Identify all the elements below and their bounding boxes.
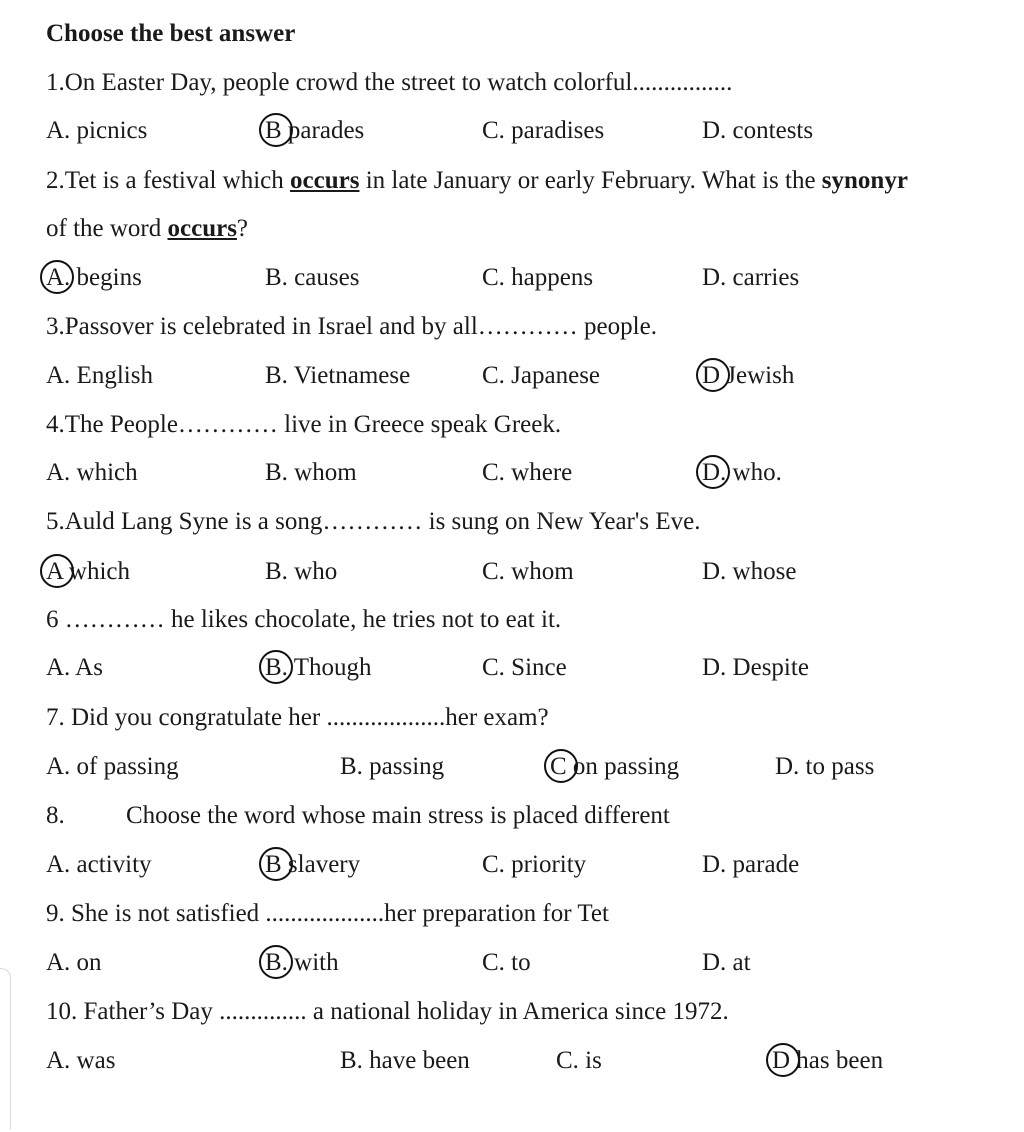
q2-line2-part2: ? bbox=[236, 215, 249, 242]
q5-option-c[interactable]: C. whom bbox=[482, 558, 574, 585]
question-9-stem: 9. She is not satisfied ...................her preparation for Tet bbox=[46, 900, 609, 927]
q9-option-d[interactable]: D. at bbox=[702, 949, 751, 976]
q9-option-b-circled[interactable]: B. with bbox=[265, 949, 339, 976]
q8-option-b-circled[interactable]: B slavery bbox=[265, 851, 361, 878]
q2-option-a-circled[interactable]: A. begins bbox=[46, 264, 142, 291]
q9-option-a[interactable]: A. on bbox=[46, 949, 102, 976]
q7-option-c-circled[interactable]: C on passing bbox=[550, 753, 680, 780]
q4-option-d-circled[interactable]: D. who. bbox=[702, 459, 782, 486]
question-3-stem: 3.Passover is celebrated in Israel and by all………… people. bbox=[46, 313, 657, 340]
page-edge-tab bbox=[0, 968, 11, 1129]
q7-option-b[interactable]: B. passing bbox=[340, 753, 445, 780]
q4-option-c[interactable]: C. where bbox=[482, 459, 573, 486]
question-8-stem: Choose the word whose main stress is placed different bbox=[126, 802, 670, 829]
q6-option-a[interactable]: A. As bbox=[46, 654, 103, 681]
q6-option-b-circled[interactable]: B. Though bbox=[265, 654, 372, 681]
q10-option-c[interactable]: C. is bbox=[556, 1047, 602, 1074]
question-5-stem: 5.Auld Lang Syne is a song………… is sung on New Year's Eve. bbox=[46, 508, 701, 535]
q3-option-b[interactable]: B. Vietnamese bbox=[265, 362, 411, 389]
q2-option-b[interactable]: B. causes bbox=[265, 264, 360, 291]
q2-option-c[interactable]: C. happens bbox=[482, 264, 594, 291]
q1-option-d[interactable]: D. contests bbox=[702, 117, 814, 144]
q3-option-c[interactable]: C. Japanese bbox=[482, 362, 601, 389]
q8-option-d[interactable]: D. parade bbox=[702, 851, 800, 878]
q4-option-b[interactable]: B. whom bbox=[265, 459, 357, 486]
question-6-stem: 6 ………… he likes chocolate, he tries not to eat it. bbox=[46, 606, 562, 633]
question-4-stem: 4.The People………… live in Greece speak Greek. bbox=[46, 411, 562, 438]
q1-option-b-circled[interactable]: B parades bbox=[265, 117, 365, 144]
q7-option-d[interactable]: D. to pass bbox=[775, 753, 875, 780]
q2-stem-part2: in late January or early February. What is the bbox=[359, 167, 822, 194]
q6-option-d[interactable]: D. Despite bbox=[702, 654, 809, 681]
q6-option-c[interactable]: C. Since bbox=[482, 654, 567, 681]
q2-line2-occurs: occurs bbox=[167, 215, 237, 242]
q2-stem-occurs: occurs bbox=[290, 167, 360, 194]
q5-option-d[interactable]: D. whose bbox=[702, 558, 797, 585]
question-7-stem: 7. Did you congratulate her ...................her exam? bbox=[46, 704, 549, 731]
question-10-stem: 10. Father’s Day .............. a national holiday in America since 1972. bbox=[46, 998, 729, 1025]
page-title: Choose the best answer bbox=[46, 20, 296, 47]
q9-option-c[interactable]: C. to bbox=[482, 949, 531, 976]
q3-option-d-circled[interactable]: D Jewish bbox=[702, 362, 795, 389]
q10-option-d-circled[interactable]: D has been bbox=[772, 1047, 884, 1074]
question-1-stem: 1.On Easter Day, people crowd the street to watch colorful................ bbox=[46, 69, 733, 96]
q2-line2-part1: of the word bbox=[46, 215, 168, 242]
q2-option-d[interactable]: D. carries bbox=[702, 264, 800, 291]
q1-option-a[interactable]: A. picnics bbox=[46, 117, 148, 144]
question-2-stem bbox=[46, 166, 908, 196]
q10-option-b[interactable]: B. have been bbox=[340, 1047, 470, 1074]
q10-option-a[interactable]: A. was bbox=[46, 1047, 116, 1074]
q5-option-a-circled[interactable]: A which bbox=[46, 558, 131, 585]
q2-stem-synonym: synonyr bbox=[821, 167, 908, 194]
q4-option-a[interactable]: A. which bbox=[46, 459, 138, 486]
q8-option-a[interactable]: A. activity bbox=[46, 851, 152, 878]
q5-option-b[interactable]: B. who bbox=[265, 558, 338, 585]
q1-option-c[interactable]: C. paradises bbox=[482, 117, 605, 144]
q3-option-a[interactable]: A. English bbox=[46, 362, 153, 389]
q8-option-c[interactable]: C. priority bbox=[482, 851, 587, 878]
q2-stem-part1: 2.Tet is a festival which bbox=[46, 167, 291, 194]
question-2-stem-line2 bbox=[46, 214, 248, 244]
q7-option-a[interactable]: A. of passing bbox=[46, 753, 179, 780]
question-8-number: 8. bbox=[46, 802, 65, 829]
